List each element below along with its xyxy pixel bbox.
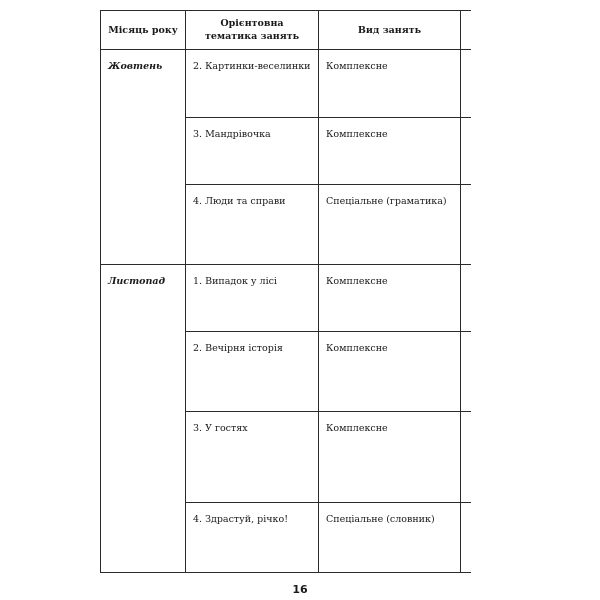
type-cell bbox=[319, 185, 461, 265]
table-row bbox=[101, 50, 471, 118]
header-extra-column bbox=[461, 11, 471, 50]
topic-cell bbox=[186, 332, 319, 412]
type-cell bbox=[319, 412, 461, 503]
topic-cell bbox=[186, 265, 319, 332]
topic-text: 4. Здрастуй, річко! bbox=[193, 514, 289, 525]
type-text: Спеціальне (словник) bbox=[326, 514, 435, 525]
extra-cell bbox=[461, 332, 471, 412]
extra-cell bbox=[461, 412, 471, 503]
topic-text: 3. У гостях bbox=[193, 423, 248, 434]
topic-cell bbox=[186, 118, 319, 185]
topic-text: 4. Люди та справи bbox=[193, 196, 286, 207]
type-text: Спеціальне (граматика) bbox=[326, 196, 447, 207]
type-cell bbox=[319, 50, 461, 118]
extra-cell bbox=[461, 50, 471, 118]
extra-cell bbox=[461, 185, 471, 265]
topic-cell bbox=[186, 503, 319, 573]
topic-text: 1. Випадок у лісі bbox=[193, 276, 277, 287]
type-cell bbox=[319, 503, 461, 573]
type-text: Комплексне bbox=[326, 423, 388, 434]
type-text: Комплексне bbox=[326, 61, 388, 72]
type-cell bbox=[319, 332, 461, 412]
table-row bbox=[101, 265, 471, 332]
page-number: 16 bbox=[292, 583, 308, 596]
extra-cell bbox=[461, 265, 471, 332]
header-month: Місяць року bbox=[101, 11, 186, 50]
type-cell bbox=[319, 265, 461, 332]
header-type: Вид занять bbox=[319, 11, 461, 50]
type-cell bbox=[319, 118, 461, 185]
extra-cell bbox=[461, 503, 471, 573]
type-text: Комплексне bbox=[326, 129, 388, 140]
month-cell bbox=[101, 265, 186, 573]
month-label: Листопад bbox=[108, 276, 166, 287]
table-header-row bbox=[101, 11, 471, 50]
header-topic-line1: Орієнтовна bbox=[220, 18, 284, 29]
header-topic bbox=[186, 11, 319, 50]
month-cell bbox=[101, 50, 186, 265]
header-topic-line2: тематика занять bbox=[204, 31, 300, 42]
topic-cell bbox=[186, 412, 319, 503]
month-label: Жовтень bbox=[108, 61, 163, 72]
topic-cell bbox=[186, 185, 319, 265]
topic-cell bbox=[186, 50, 319, 118]
topic-text: 2. Картинки-веселинки bbox=[193, 61, 311, 72]
type-text: Комплексне bbox=[326, 343, 388, 354]
extra-cell bbox=[461, 118, 471, 185]
lesson-schedule-table bbox=[100, 10, 471, 573]
topic-text: 2. Вечірня історія bbox=[193, 343, 283, 354]
topic-text: 3. Мандрівочка bbox=[193, 129, 271, 140]
type-text: Комплексне bbox=[326, 276, 388, 287]
